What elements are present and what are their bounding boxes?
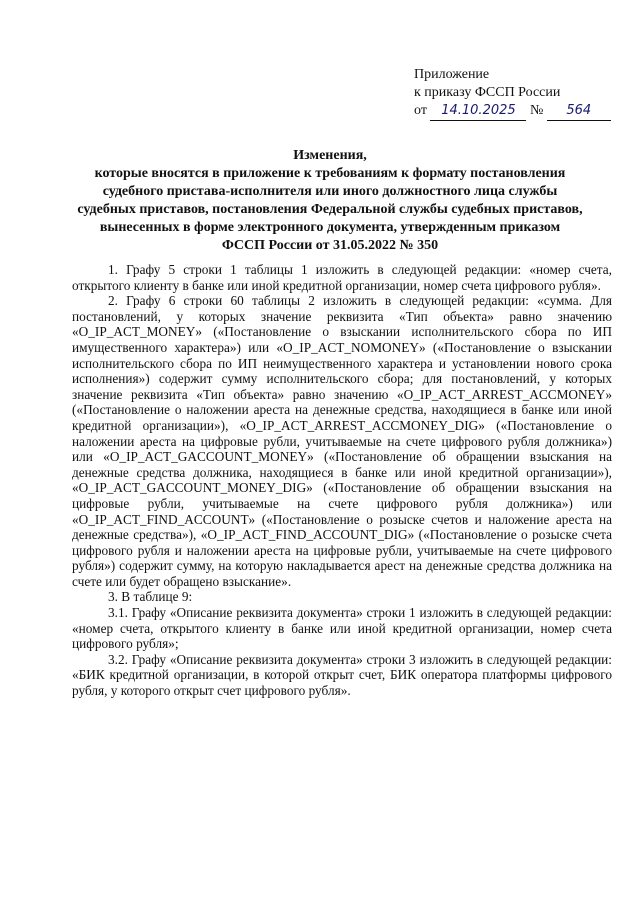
number-label: №: [529, 103, 544, 118]
document-body: [72, 262, 612, 699]
paragraph-3: 3. В таблице 9:: [108, 589, 193, 605]
title-line: Изменения,: [293, 148, 367, 163]
title-line: вынесенных в форме электронного документа, утвержденным приказом: [99, 220, 561, 235]
title-line: судебных приставов, постановления Федеральной службы судебных приставов,: [77, 202, 583, 217]
paragraph-1: 1. Графу 5 строки 1 таблицы 1 изложить в следующей редакции: «номер счета, открытого клиенту в банке или иной кредитной организации, номер счета цифрового рубля».: [72, 262, 612, 293]
paragraph-3-2: 3.2. Графу «Описание реквизита документа» строки 3 изложить в следующей редакции: «БИК кредитной организации, в которой открыт счет, БИК оператора платформы цифрового рубля, у которого открыт счет цифрового рубля».: [72, 651, 612, 699]
order-reference: к приказу ФССП России: [414, 85, 561, 100]
title-line: судебного пристава-исполнителя или иного должностного лица службы: [102, 184, 558, 199]
from-label: от: [414, 103, 427, 118]
title-line: ФССП России от 31.05.2022 № 350: [221, 238, 439, 253]
handwritten-number: 564: [547, 102, 611, 121]
appendix-label: Приложение: [414, 67, 490, 82]
order-date-number-line: [414, 102, 611, 121]
title-line: которые вносятся в приложение к требованиям к формату постановления: [94, 166, 566, 181]
paragraph-3-1: 3.1. Графу «Описание реквизита документа» строки 1 изложить в следующей редакции: «номер счета, открытого клиенту в банке или иной кредитной организации, номер счета цифрового рубля»;: [72, 605, 612, 652]
handwritten-date: 14.10.2025: [430, 102, 526, 121]
appendix-stamp: [414, 66, 611, 121]
paragraph-2: 2. Графу 6 строки 60 таблицы 2 изложить в следующей редакции: «сумма. Для постановлений, у которых значение реквизита «Тип объекта» равно значению «O_IP_ACT_MONEY» («Постановление о взыскании исполнительского сбора по ИП имущественного характера») или «O_IP_ACT_NOMONEY» («Постановление о взыскании исполнительского сбора по ИП неимущественного характера и установлении нового срока исполнения») содержит сумму исполнительского сбора; для постановлений, у которых значение реквизита «Тип объекта» равно значению «O_IP_ACT_ARREST_ACCMONEY» («Постановление о наложении ареста на денежные средства, находящиеся в банке или иной кредитной организации»), «O_IP_ACT_ARREST_ACCMONEY_DIG» («Постановление о наложении ареста на цифровые рубли, учитываемые на счете цифрового рубля должника») или «O_IP_ACT_GACCOUNT_MONEY» («Постановление об обращении взыскания на денежные средства должника, находящиеся в банке или иной кредитной организации»), «O_IP_ACT_GACCOUNT_MONEY_DIG» («Постановление об обращении взыскания на цифровые рубли, учитываемые на счете цифрового рубля должника») или «O_IP_ACT_FIND_ACCOUNT» («Постановление о розыске счетов и наложение ареста на денежные средства»), «O_IP_ACT_FIND_ACCOUNT_DIG» («Постановление о розыске счета цифрового рубля и наложении ареста на цифровые рубли, учитываемые на счете цифрового рубля») содержит сумму, на которую накладывается арест на денежные средства должника на счете или будет обращено взыскание».: [72, 293, 612, 589]
document-title: [60, 147, 600, 255]
